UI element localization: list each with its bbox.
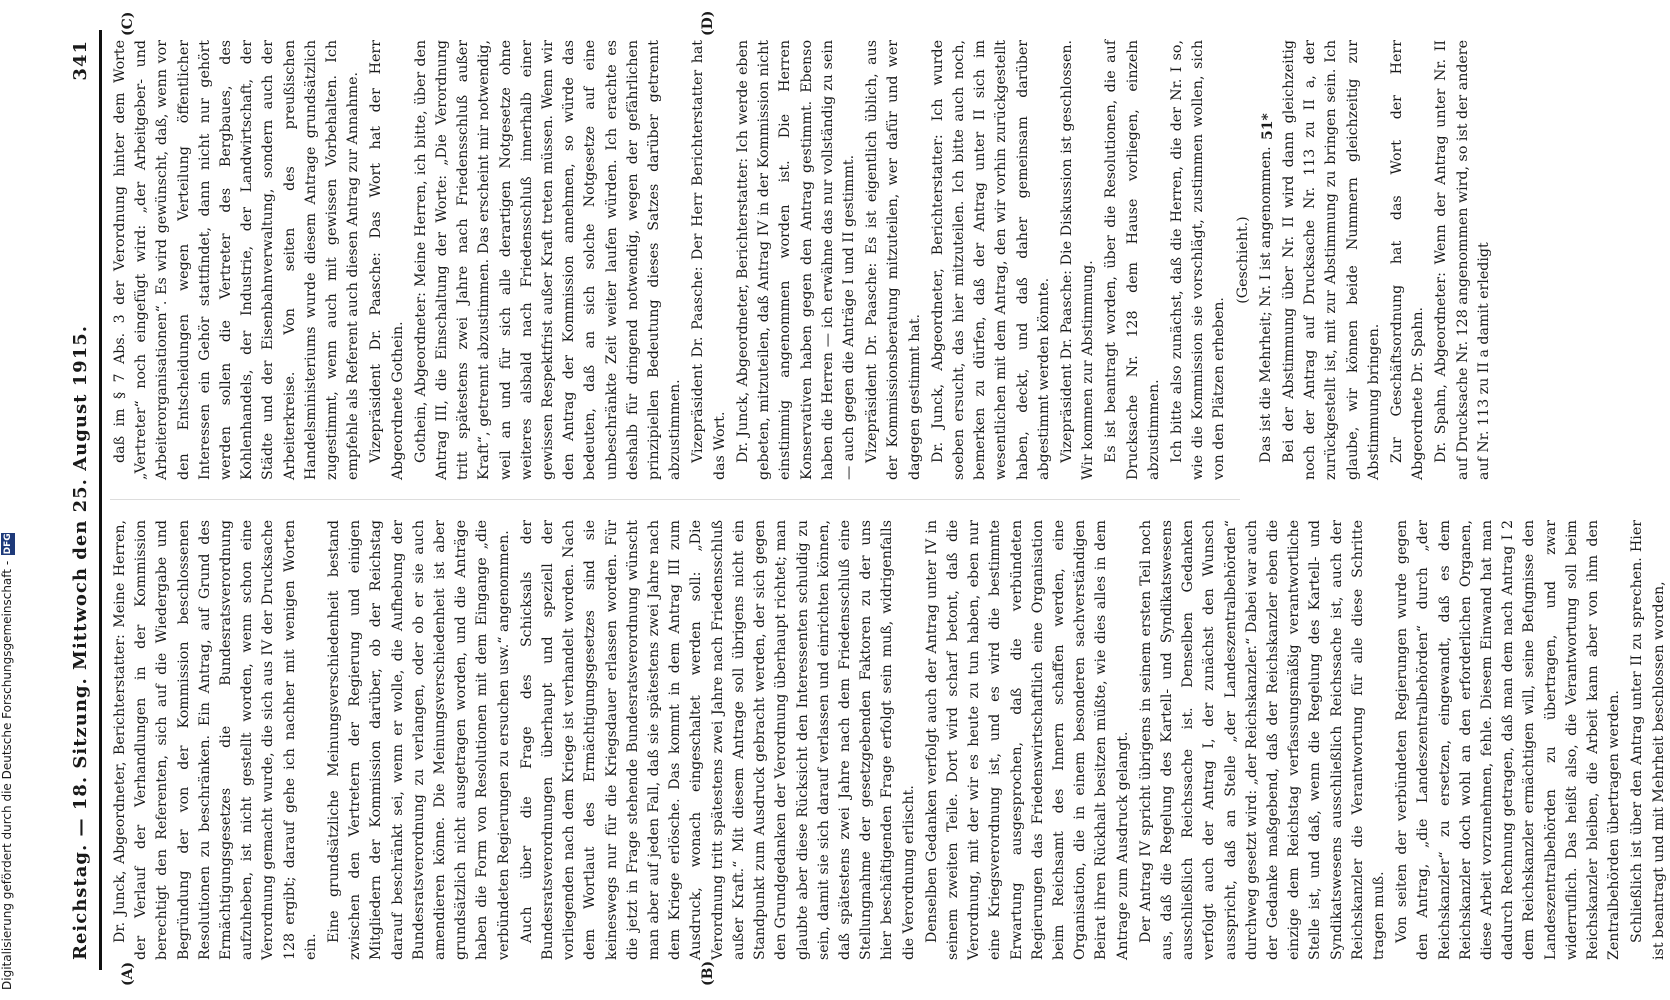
left-column-paragraph: Dr. Junck, Abgeordneter, Berichterstatter: Meine Herren, der Verlauf der Verhandlungen in der Kommission berechtigt den Referenten, sich auf die Wiedergabe und Begründung der von der Kommission beschlossenen Resolutionen zu beschränken. Ein Antrag, auf Grund des Ermächtigungsgesetzes die Bundesratsverordnung aufzuheben, ist nicht gestellt worden, wenn schon eine Verordnung gemacht wurde, die sich aus IV der Drucksache 128 ergibt; darauf gehe ich nachher mit wenigen Worten ein. (112, 520, 319, 960)
right-column-paragraph: Es ist beantragt worden, über die Resolutionen, die auf Drucksache Nr. 128 dem Hause vorliegen, einzeln abzustimmen. (1103, 40, 1162, 480)
right-column-paragraph: Dr. Junck, Abgeordneter, Berichterstatter: Ich wurde soeben ersucht, das hier mitzuteilen. Ich bitte auch noch, bemerken zu dürfen, daß der Antrag unter II sich im wesentlichen mit dem Antrag, den wir vorhin zurückgestellt haben, deckt, und daß daher gemeinsam darüber abgestimmt werden könnte. (929, 40, 1052, 480)
page-number: 341 (69, 40, 91, 81)
newspaper-page (60, 10, 1667, 986)
header-title: Reichstag. — 18. Sitzung. Mittwoch den 25. August 1915. (69, 324, 91, 960)
right-column-paragraph: Ich bitte also zunächst, daß die Herren, die der Nr. I so, wie die Kommission sie vorschlägt, zustimmen wollen, sich von den Plätzen erheben. (1168, 40, 1228, 480)
dfg-logo: DFG (2, 533, 13, 555)
left-column (110, 520, 1667, 960)
left-column-paragraph: Schließlich ist über den Antrag unter II zu sprechen. Hier ist beantragt und mit Mehrheit beschlossen worden, (1629, 520, 1667, 960)
right-column-paragraph: Bei der Abstimmung über Nr. II wird dann gleichzeitig noch der Antrag auf Drucksache Nr. 113 zu II a, der zurückgestellt ist, mit zur Abstimmung zu bringen sein. Ich glaube, wir können beide Nummern gleichzeitig zur Abstimmung bringen. (1280, 40, 1382, 480)
margin-letter-c: (C) (120, 11, 136, 36)
right-column-paragraph: (Geschieht.) (1234, 216, 1251, 304)
left-column-paragraph: Der Antrag IV spricht übrigens in seinem ersten Teil noch aus, daß die Regelung des Kartell- und Syndikatswesens ausschließlich Reichssache ist. Denselben Gedanken verfolgt auch der Antrag I, der zunächst den Wunsch ausspricht, daß an Stelle „der Landeszentralbehörden“ durchweg gesetzt wird: „der Reichskanzler.“ Dabei war auch der Gedanke maßgebend, daß der Reichskanzler eben die einzige dem Reichstag verfassungsmäßig verantwortliche Stelle ist, und daß, wenn die Regelung des Kartell- und Syndikatswesens ausschließlich Reichssache ist, auch der Reichskanzler die Verantwortung für alle diese Schritte tragen muß. (1137, 520, 1387, 960)
column-divider (110, 499, 1240, 500)
left-column-paragraph: Denselben Gedanken verfolgt auch der Antrag unter IV in seinem zweiten Teile. Dort wird scharf betont, daß die Verordnung, mit der wir es heute zu tun haben, eben nur eine Kriegsverordnung ist, und es wird die bestimmte Erwartung ausgesprochen, daß die verbündeten Regierungen das Friedenswirtschaftlich eine Organisation beim Reichsamt des Innern schaffen werden, eine Organisation, die in einem besonderen sachverständigen Beirat ihren Rückhalt besitzen müßte, wie dies alles in dem Antrage zum Ausdruck gelangt. (923, 520, 1131, 960)
right-column-paragraph: Zur Geschäftsordnung hat das Wort der Herr Abgeordnete Dr. Spahn. (1388, 40, 1427, 480)
right-column-paragraph: Vizepräsident Dr. Paasche: Die Diskussion ist geschlossen. Wir kommen zur Abstimmung. (1058, 40, 1097, 480)
digitization-credit (0, 533, 15, 990)
left-column-paragraph: Auch über die Frage des Schicksals der Bundesratsverordnungen überhaupt und speziell der vorliegenden nach dem Kriege ist verhandelt worden. Nach dem Wortlaut des Ermächtigungsgesetzes sind sie keineswegs nur für die Kriegsdauer erlassen worden. Für die jetzt in Frage stehende Bundesratsverordnung wünscht man aber auf jeden Fall, daß sie spätestens zwei Jahre nach dem Kriege erlösche. Das kommt in dem Antrag III zum Ausdruck, wonach eingeschaltet werden soll: „Die Verordnung tritt spätestens zwei Jahre nach Friedensschluß außer Kraft.“ Mit diesem Antrage soll übrigens nicht ein Standpunkt zum Ausdruck gebracht werden, der sich gegen den Grundgedanken der Verordnung überhaupt richtet; man glaubte aber diese Rücksicht den Interessenten schuldig zu sein, damit sie sich darauf verlassen und einrichten können, daß spätestens zwei Jahre nach dem Friedensschluß eine Stellungnahme der gesetzgebenden Faktoren zu der uns hier beschäftigenden Frage erfolgt sein muß, widrigenfalls die Verordnung erlischt. (518, 520, 917, 960)
signature-mark: 51* (1260, 113, 1276, 140)
credit-text: Digitalisierung gefördert durch die Deutsche Forschungsgemeinschaft - (0, 560, 14, 990)
right-column-paragraph: Dr. Spahn, Abgeordneter: Wenn der Antrag unter Nr. II auf Drucksache Nr. 128 angenommen wird, so ist der andere auf Nr. 113 zu II a damit erledigt (1433, 40, 1492, 480)
left-column-paragraph: Von seiten der verbündeten Regierungen wurde gegen den Antrag, „die Landeszentralbehörden“ durch „der Reichskanzler“ zu ersetzen, eingewandt, daß es dem Reichskanzler doch wohl an den erforderlichen Organen, diese Arbeit vorzunehmen, fehle. Diesem Einwand hat man dadurch Rechnung getragen, daß man dem nach Antrag I 2 dem Reichskanzler ermächtigen will, seine Befugnisse den Landeszentralbehörden zu übertragen, und zwar widerruflich. Das heißt also, die Verantwortung soll beim Reichskanzler bleiben, die Arbeit kann aber von ihm den Zentralbehörden übertragen werden. (1394, 520, 1623, 960)
right-column-paragraph: daß im § 7 Abs. 3 der Verordnung hinter dem Worte „Vertreter“ noch eingefügt wird: „der Arbeitgeber- und Arbeiterorganisationen“. Es wird gewünscht, daß, wenn vor den Entscheidungen wegen Verteilung öffentlicher Interessen ein Gehör stattfindet, dann nicht nur gehört werden sollen die Vertreter des Bergbaues, des Kohlenhandels, der Industrie, der Landwirtschaft, der Städte und der Eisenbahnverwaltung, sondern auch der Arbeiterkreise. Von seiten des preußischen Handelsministeriums wurde diesem Antrage grundsätzlich zugestimmt, wenn auch mit gewissen Vorbehalten. Ich empfehle als Referent auch diesen Antrag zur Annahme. (112, 40, 362, 480)
right-column-paragraph: Vizepräsident Dr. Paasche: Der Herr Berichterstatter hat das Wort. (690, 40, 728, 480)
left-column-paragraph: Eine grundsätzliche Meinungsverschiedenheit bestand zwischen den Vertretern der Regierung und einigen Mitgliedern der Kommission darüber, ob der Reichstag darauf beschränkt sei, wenn er wolle, die Aufhebung der Bundesratsverordnung zu verlangen, oder ob er sie auch amendieren könne. Die Meinungsverschiedenheit ist aber grundsätzlich nicht ausgetragen worden, und die Anträge haben die Form von Resolutionen mit dem Eingange „die verbündeten Regierungen zu ersuchen usw.“ angenommen. (326, 520, 512, 960)
margin-letter-d: (D) (700, 10, 716, 36)
right-column-paragraph: Dr. Junck, Abgeordneter, Berichterstatter: Ich werde eben gebeten, mitzuteilen, daß Antrag IV in der Kommission nicht einstimmig angenommen worden ist. Die Herren Konservativen haben gegen den Antrag gestimmt. Ebenso haben die Herren — ich erwähne das nur vollständig zu sein — auch gegen die Anträge I und II gestimmt. (734, 40, 857, 480)
header-rule (99, 30, 102, 970)
right-column-paragraph: Vizepräsident Dr. Paasche: Das Wort hat der Herr Abgeordnete Gothein. (368, 40, 406, 480)
right-column-paragraph: Das ist die Mehrheit; Nr. I ist angenommen. (1257, 146, 1274, 463)
margin-letter-a: (A) (120, 961, 136, 986)
margin-letter-b: (B) (700, 960, 716, 986)
right-column-paragraph: Gothein, Abgeordneter: Meine Herren, ich bitte, über den Antrag III, die Einschaltung der Worte: „Die Verordnung tritt spätestens zwei Jahre nach Friedensschluß außer Kraft“, getrennt abzustimmen. Das erscheint mir notwendig, weil an und für sich alle derartigen Notgesetze ohne weiteres alsbald nach Friedensschluß innerhalb einer gewissen Respektfrist außer Kraft treten müssen. Wenn wir den Antrag der Kommission annehmen, so würde das bedeuten, daß an sich solche Notgesetze auf eine unbeschränkte Zeit weiter laufen würden. Ich erachte es deshalb für dringend notwendig, wegen der gefährlichen prinzipiellen Bedeutung dieses Satzes darüber getrennt abzustimmen. (412, 40, 684, 480)
page-header (60, 40, 100, 960)
right-column-paragraph: Vizepräsident Dr. Paasche: Es ist eigentlich üblich, aus der Kommissionsberatung mitzuteilen, wer dafür und wer dagegen gestimmt hat. (864, 40, 923, 480)
